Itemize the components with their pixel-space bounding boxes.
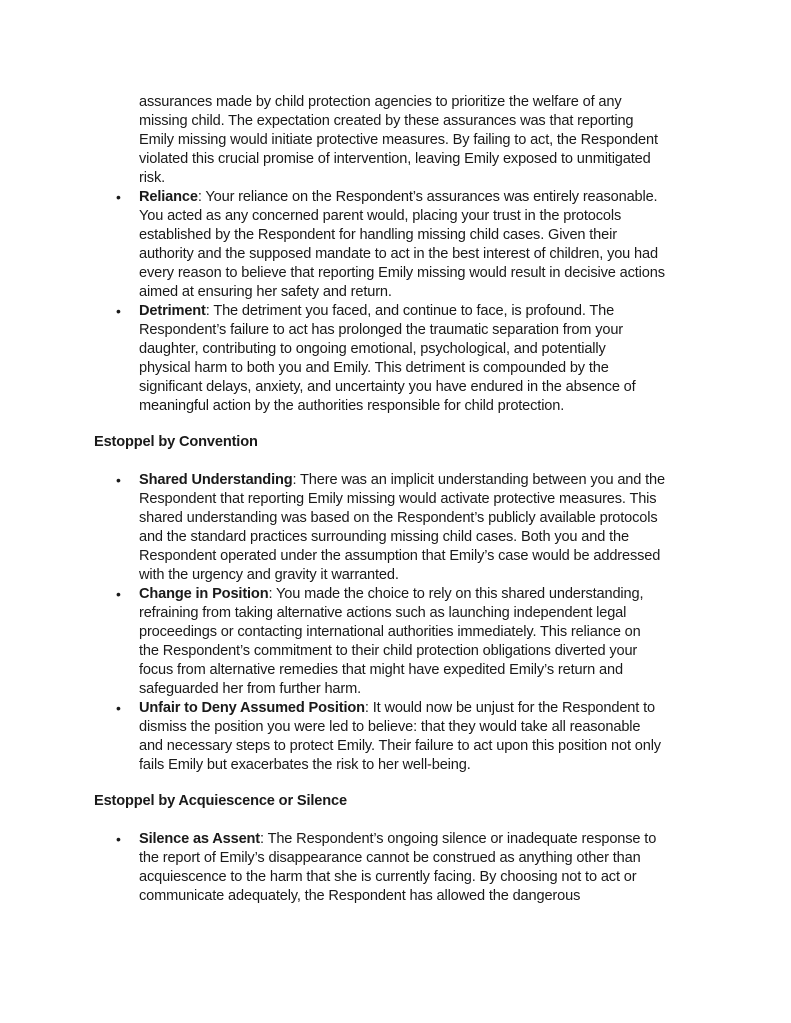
text-line: daughter, contributing to ongoing emotional, psychological, and potentially	[139, 341, 606, 357]
text-line: and the standard practices surrounding missing child cases. Both you and the	[139, 529, 629, 545]
text-line: meaningful action by the authorities responsible for child protection.	[139, 398, 565, 414]
bullet-icon: •	[116, 586, 121, 602]
text-line: acquiescence to the harm that she is currently facing. By choosing not to act or	[139, 869, 637, 885]
text-line: with the urgency and gravity it warranted.	[139, 567, 399, 583]
text-line: proceedings or contacting international authorities immediately. This reliance on	[139, 624, 641, 640]
text-line	[139, 302, 614, 321]
text-line: safeguarded her from further harm.	[139, 681, 362, 697]
bullet-icon: •	[116, 831, 121, 847]
text-line: every reason to believe that reporting Emily missing would result in decisive actions	[139, 265, 665, 281]
text-line: the Respondent’s commitment to their child protection obligations diverted your	[139, 643, 638, 659]
text-line	[139, 830, 656, 849]
text-line: Respondent operated under the assumption that Emily’s case would be addressed	[139, 548, 661, 564]
bullet-icon: •	[116, 303, 121, 319]
list-item-text: : The Respondent’s ongoing silence or inadequate response to	[260, 831, 657, 847]
list-item-term: Silence as Assent	[139, 831, 261, 847]
text-line: assurances made by child protection agencies to prioritize the welfare of any	[139, 94, 622, 110]
text-line: refraining from taking alternative actions such as launching independent legal	[139, 605, 627, 621]
list-item-term: Unfair to Deny Assumed Position	[139, 700, 365, 716]
list-item-term: Detriment	[139, 303, 206, 319]
bullet-icon: •	[116, 700, 121, 716]
text-line: Respondent that reporting Emily missing would activate protective measures. This	[139, 491, 657, 507]
text-line: significant delays, anxiety, and uncertainty you have endured in the absence of	[139, 379, 636, 395]
list-item-term: Change in Position	[139, 586, 269, 602]
bullet-icon: •	[116, 472, 121, 488]
text-line	[139, 699, 655, 718]
text-line: missing child. The expectation created by these assurances was that reporting	[139, 113, 634, 129]
text-line	[139, 188, 657, 207]
text-line	[139, 471, 665, 490]
text-line: established by the Respondent for handling missing child cases. Given their	[139, 227, 617, 243]
text-line: You acted as any concerned parent would, placing your trust in the protocols	[139, 208, 622, 224]
list-item-text: : You made the choice to rely on this shared understanding,	[268, 586, 644, 602]
text-line: authority and the supposed mandate to act in the best interest of children, you had	[139, 246, 658, 262]
text-line: shared understanding was based on the Respondent’s publicly available protocols	[139, 510, 658, 526]
text-line: communicate adequately, the Respondent has allowed the dangerous	[139, 888, 581, 904]
text-line: risk.	[139, 170, 166, 186]
text-line: Respondent’s failure to act has prolonged the traumatic separation from your	[139, 322, 623, 338]
text-line: physical harm to both you and Emily. This detriment is compounded by the	[139, 360, 609, 376]
section-heading-acquiescence: Estoppel by Acquiescence or Silence	[94, 793, 347, 809]
text-line: the report of Emily’s disappearance cannot be construed as anything other than	[139, 850, 641, 866]
section-heading-convention: Estoppel by Convention	[94, 434, 258, 450]
list-item-text: : There was an implicit understanding between you and the	[292, 472, 665, 488]
text-line: violated this crucial promise of intervention, leaving Emily exposed to unmitigated	[139, 151, 651, 167]
text-line: dismiss the position you were led to believe: that they would take all reasonable	[139, 719, 641, 735]
list-item-text: : Your reliance on the Respondent’s assurances was entirely reasonable.	[197, 189, 658, 205]
list-item-text: : The detriment you faced, and continue to face, is profound. The	[205, 303, 615, 319]
list-item-term: Reliance	[139, 189, 198, 205]
text-line: Emily missing would initiate protective measures. By failing to act, the Respondent	[139, 132, 658, 148]
text-line: aimed at ensuring her safety and return.	[139, 284, 392, 300]
bullet-icon: •	[116, 189, 121, 205]
text-line	[139, 585, 643, 604]
text-line: fails Emily but exacerbates the risk to her well-being.	[139, 757, 471, 773]
text-line: focus from alternative remedies that might have expedited Emily’s return and	[139, 662, 623, 678]
list-item-term: Shared Understanding	[139, 472, 293, 488]
list-item-text: : It would now be unjust for the Respondent to	[364, 700, 655, 716]
text-line: and necessary steps to protect Emily. Their failure to act upon this position not only	[139, 738, 661, 754]
